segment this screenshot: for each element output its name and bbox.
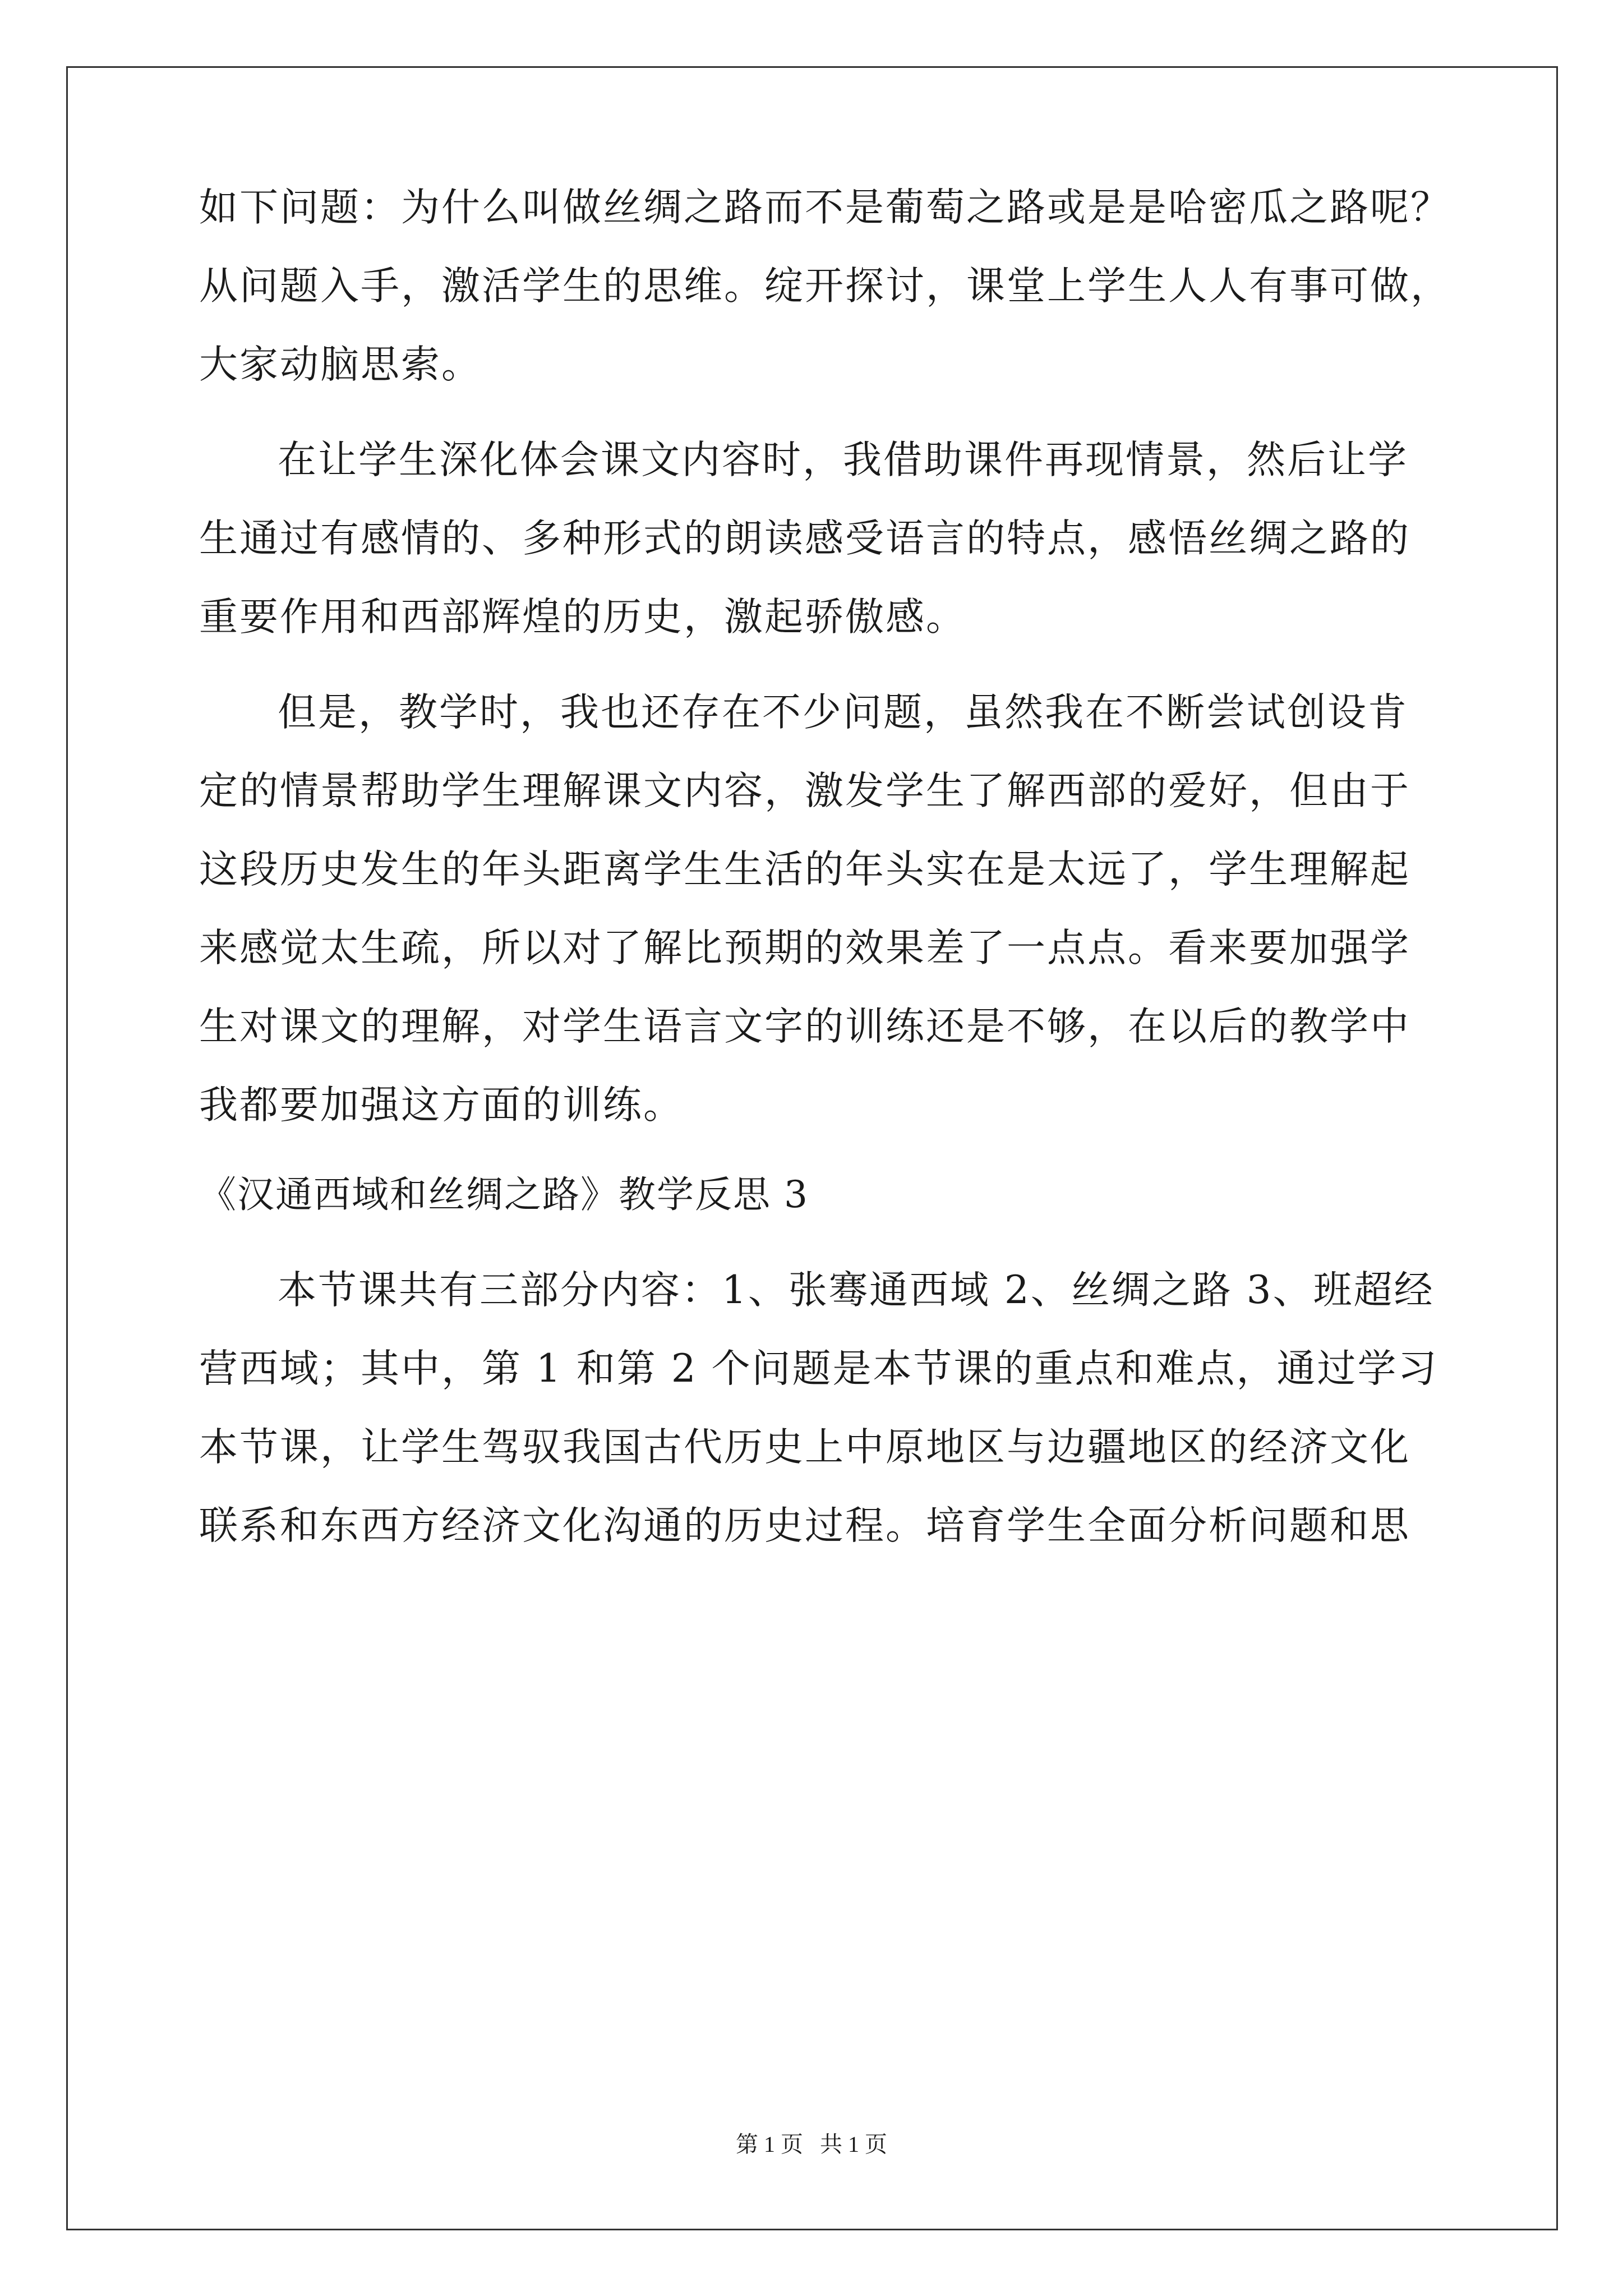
paragraph-line: 重要作用和西部辉煌的历史，激起骄傲感。 (199, 595, 966, 639)
paragraph-line: 生通过有感情的、多种形式的朗读感受语言的特点，感悟丝绸之路的 (199, 516, 1410, 561)
paragraph-line: 我都要加强这方面的训练。 (199, 1083, 684, 1128)
paragraph-line: 这段历史发生的年头距离学生生活的年头实在是太远了，学生理解起 (199, 847, 1410, 892)
page-number-footer: 第 1 页 共 1 页 (736, 2132, 887, 2157)
paragraph-line: 本节课共有三部分内容：1、张骞通西域 2、丝绸之路 3、班超经 (278, 1268, 1435, 1313)
paragraph-line: 本节课，让学生驾驭我国古代历史上中原地区与边疆地区的经济文化 (199, 1425, 1410, 1470)
paragraph-line: 从问题入手，激活学生的思维。绽开探讨，课堂上学生人人有事可做， (199, 264, 1451, 309)
page-border (66, 66, 1558, 2230)
paragraph-line: 在让学生深化体会课文内容时，我借助课件再现情景，然后让学 (278, 438, 1408, 482)
paragraph-line: 营西域；其中，第 1 和第 2 个问题是本节课的重点和难点，通过学习 (199, 1346, 1438, 1391)
paragraph-line: 如下问题：为什么叫做丝绸之路而不是葡萄之路或是是哈密瓜之路呢？ (199, 185, 1451, 230)
paragraph-line: 来感觉太生疏，所以对了解比预期的效果差了一点点。看来要加强学 (199, 926, 1410, 970)
paragraph-line: 大家动脑思索。 (199, 342, 482, 387)
paragraph-line: 生对课文的理解，对学生语言文字的训练还是不够，在以后的教学中 (199, 1004, 1410, 1049)
paragraph-line: 但是，教学时，我也还存在不少问题，虽然我在不断尝试创设肯 (278, 690, 1408, 735)
paragraph-line: 定的情景帮助学生理解课文内容，激发学生了解西部的爱好，但由于 (199, 769, 1410, 813)
section-heading: 《汉通西域和丝绸之路》教学反思 3 (199, 1173, 809, 1216)
paragraph-line: 联系和东西方经济文化沟通的历史过程。培育学生全面分析问题和思 (199, 1503, 1410, 1548)
